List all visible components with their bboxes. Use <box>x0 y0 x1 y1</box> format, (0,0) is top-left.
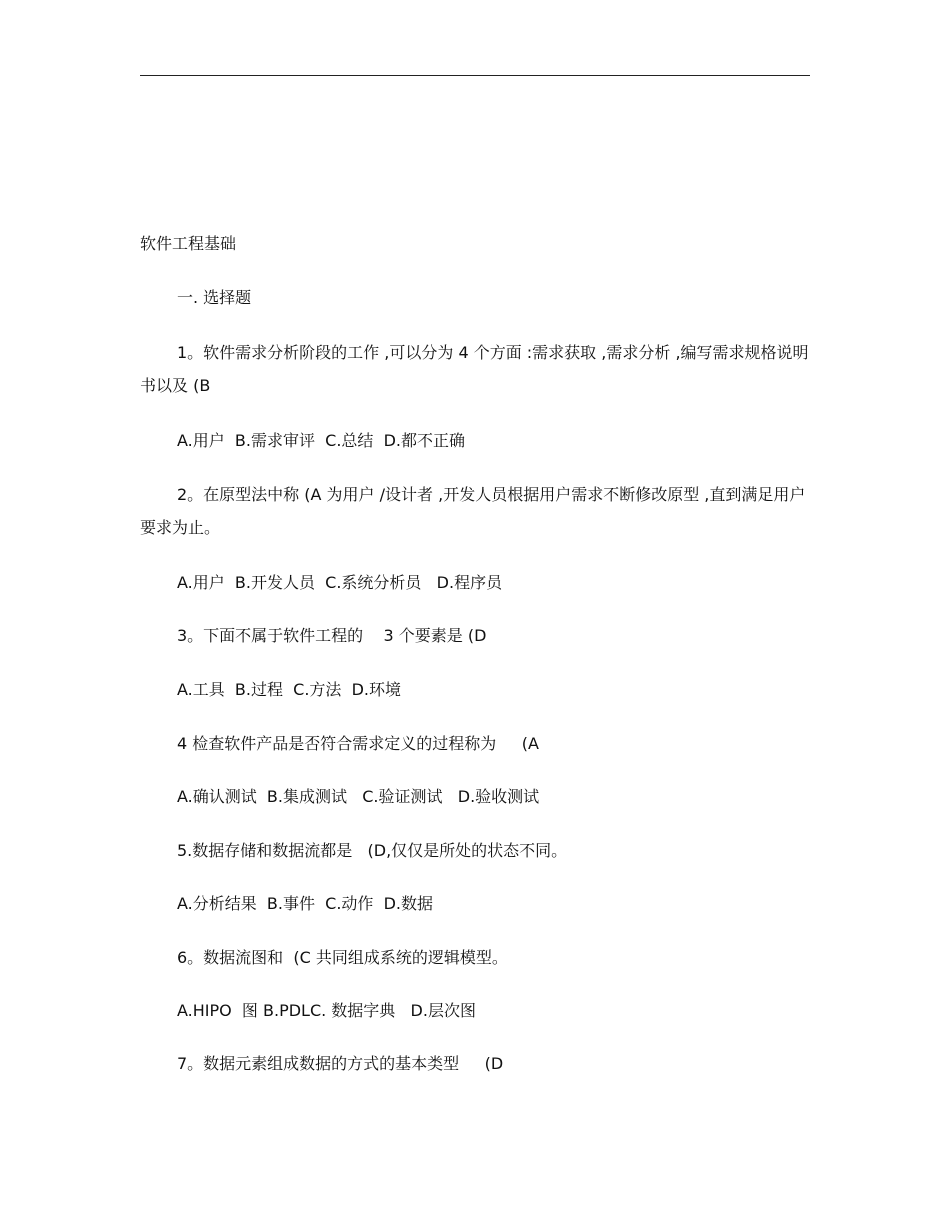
question-1-stem: 1。软件需求分析阶段的工作 ,可以分为 4 个方面 :需求获取 ,需求分析 ,编写需求规格说明书以及 (B <box>140 343 809 395</box>
question-5-stem: 5.数据存储和数据流都是 (D,仅仅是所处的状态不同。 <box>177 841 568 860</box>
question-5-options: A.分析结果 B.事件 C.动作 D.数据 <box>177 894 433 913</box>
question-4-stem: 4 检查软件产品是否符合需求定义的过程称为 (A <box>177 734 539 753</box>
question-4-options: A.确认测试 B.集成测试 C.验证测试 D.验收测试 <box>177 787 540 806</box>
question-6-stem: 6。数据流图和 (C 共同组成系统的逻辑模型。 <box>177 948 508 967</box>
question-2-stem: 2。在原型法中称 (A 为用户 /设计者 ,开发人员根据用户需求不断修改原型 ,直到满足用户要求为止。 <box>140 485 806 537</box>
question-2-options: A.用户 B.开发人员 C.系统分析员 D.程序员 <box>177 573 503 592</box>
header-rule <box>140 75 810 76</box>
question-3-stem: 3。下面不属于软件工程的 3 个要素是 (D <box>177 626 487 645</box>
section-heading: 一. 选择题 <box>177 288 252 307</box>
question-7-stem: 7。数据元素组成数据的方式的基本类型 (D <box>177 1054 504 1073</box>
question-6-options: A.HIPO 图 B.PDLC. 数据字典 D.层次图 <box>177 1001 476 1020</box>
question-3-options: A.工具 B.过程 C.方法 D.环境 <box>177 680 401 699</box>
document-title: 软件工程基础 <box>140 234 237 253</box>
question-1-options: A.用户 B.需求审评 C.总结 D.都不正确 <box>177 431 465 450</box>
